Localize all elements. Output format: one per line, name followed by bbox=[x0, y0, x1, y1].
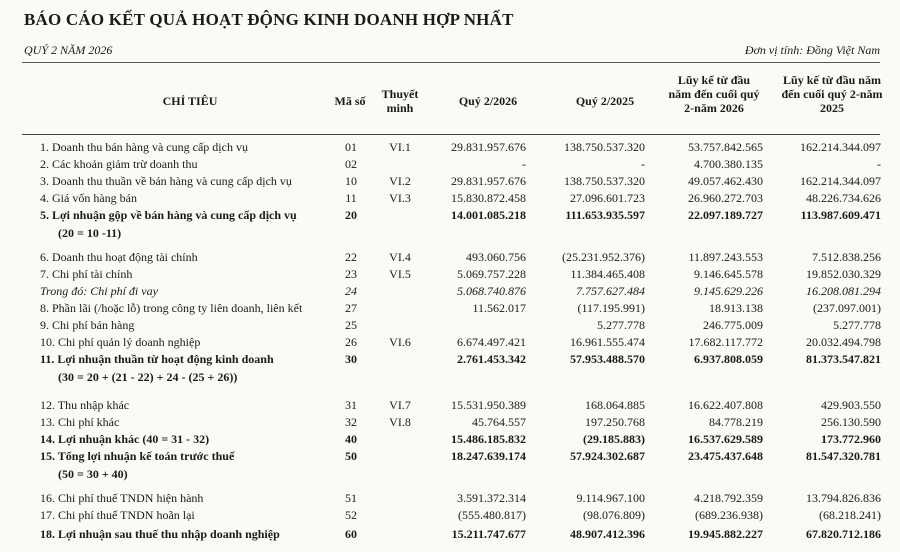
row-value-q2-2025: (98.076.809) bbox=[583, 508, 645, 522]
row-code: 23 bbox=[345, 267, 357, 281]
col-header-note bbox=[370, 87, 430, 115]
header-bottom-rule bbox=[22, 134, 880, 135]
col-header-note-line1: Thuyết bbox=[381, 87, 419, 101]
table-row-formula bbox=[0, 370, 900, 384]
row-value-q2-2026: 5.068.740.876 bbox=[457, 284, 526, 298]
row-value-q2-2025: 9.114.967.100 bbox=[576, 491, 645, 505]
row-note: VI.4 bbox=[389, 250, 411, 264]
row-value-q2-2026: (555.480.817) bbox=[458, 508, 526, 522]
col-header-ytd-2025 bbox=[770, 73, 894, 115]
row-code: 20 bbox=[345, 208, 357, 222]
row-label: Trong đó: Chi phí đi vay bbox=[40, 284, 158, 298]
row-value-q2-2026: 15.830.872.458 bbox=[451, 191, 526, 205]
row-value-q2-2026: 6.674.497.421 bbox=[457, 335, 526, 349]
row-label: 6. Doanh thu hoạt động tài chính bbox=[40, 250, 198, 264]
row-code: 10 bbox=[345, 174, 357, 188]
row-value-ytd-2025: 256.130.590 bbox=[821, 415, 881, 429]
table-row-formula bbox=[0, 226, 900, 240]
row-note: VI.8 bbox=[389, 415, 411, 429]
table-row bbox=[0, 208, 900, 222]
table-row bbox=[0, 491, 900, 505]
row-code: 26 bbox=[345, 335, 357, 349]
row-value-q2-2026: 11.562.017 bbox=[472, 301, 526, 315]
row-label: 12. Thu nhập khác bbox=[40, 398, 130, 412]
row-label: 4. Giá vốn hàng bán bbox=[40, 191, 137, 205]
row-value-ytd-2026: 246.775.009 bbox=[703, 318, 763, 332]
row-code: 02 bbox=[345, 157, 357, 171]
row-value-q2-2025: 168.064.885 bbox=[585, 398, 645, 412]
row-value-ytd-2026: 84.778.219 bbox=[709, 415, 763, 429]
col-header-ytd-2025-line2: đến cuối quý 2-năm bbox=[781, 87, 883, 101]
row-value-q2-2026: 3.591.372.314 bbox=[457, 491, 526, 505]
row-label: 1. Doanh thu bán hàng và cung cấp dịch vụ bbox=[40, 140, 248, 154]
col-header-note-line2: minh bbox=[386, 101, 414, 115]
table-row bbox=[0, 527, 900, 541]
row-code: 60 bbox=[345, 527, 357, 541]
row-formula: (20 = 10 -11) bbox=[58, 226, 122, 240]
row-value-ytd-2026: 11.897.243.553 bbox=[688, 250, 763, 264]
table-row bbox=[0, 352, 900, 366]
row-value-ytd-2025: (237.097.001) bbox=[813, 301, 881, 315]
col-header-q2-2026: Quý 2/2026 bbox=[458, 94, 518, 108]
row-value-ytd-2026: 18.913.138 bbox=[709, 301, 763, 315]
row-value-ytd-2025: 7.512.838.256 bbox=[812, 250, 881, 264]
row-value-q2-2025: 197.250.768 bbox=[585, 415, 645, 429]
row-code: 50 bbox=[345, 449, 357, 463]
row-value-q2-2026: - bbox=[522, 157, 526, 171]
row-value-q2-2025: 5.277.778 bbox=[597, 318, 645, 332]
row-label: 7. Chi phí tài chính bbox=[40, 267, 133, 281]
table-row bbox=[0, 250, 900, 264]
row-value-q2-2025: 138.750.537.320 bbox=[564, 174, 645, 188]
row-value-ytd-2025: 162.214.344.097 bbox=[800, 174, 881, 188]
row-value-ytd-2025: 429.903.550 bbox=[821, 398, 881, 412]
row-note: VI.6 bbox=[389, 335, 411, 349]
table-row bbox=[0, 267, 900, 281]
row-value-q2-2025: 7.757.627.484 bbox=[576, 284, 645, 298]
row-value-q2-2025: 48.907.412.396 bbox=[570, 527, 645, 541]
row-value-q2-2025: 111.653.935.597 bbox=[565, 208, 645, 222]
row-note: VI.2 bbox=[389, 174, 411, 188]
row-value-ytd-2025: 173.772.960 bbox=[821, 432, 881, 446]
row-label: 15. Tổng lợi nhuận kế toán trước thuế bbox=[40, 449, 235, 463]
table-row bbox=[0, 174, 900, 188]
row-value-ytd-2025: 67.820.712.186 bbox=[806, 527, 881, 541]
row-value-ytd-2026: 9.146.645.578 bbox=[694, 267, 763, 281]
header-top-rule bbox=[22, 62, 880, 63]
row-note: VI.1 bbox=[389, 140, 411, 154]
table-row bbox=[0, 432, 900, 446]
col-header-ytd-2026 bbox=[652, 73, 776, 115]
row-code: 22 bbox=[345, 250, 357, 264]
row-note: VI.7 bbox=[389, 398, 411, 412]
row-code: 01 bbox=[345, 140, 357, 154]
row-value-q2-2026: 18.247.639.174 bbox=[451, 449, 526, 463]
row-value-q2-2025: 138.750.537.320 bbox=[564, 140, 645, 154]
row-label: 2. Các khoản giảm trừ doanh thu bbox=[40, 157, 198, 171]
report-period: QUÝ 2 NĂM 2026 bbox=[24, 43, 113, 57]
row-note: VI.5 bbox=[389, 267, 411, 281]
row-value-q2-2026: 5.069.757.228 bbox=[457, 267, 526, 281]
row-value-q2-2026: 29.831.957.676 bbox=[451, 174, 526, 188]
row-value-ytd-2025: 13.794.826.836 bbox=[806, 491, 881, 505]
col-header-q2-2025: Quý 2/2025 bbox=[575, 94, 635, 108]
row-label: 10. Chi phí quản lý doanh nghiệp bbox=[40, 335, 201, 349]
row-value-ytd-2026: 6.937.808.059 bbox=[694, 352, 763, 366]
row-value-ytd-2025: 81.547.320.781 bbox=[806, 449, 881, 463]
row-value-q2-2025: 11.384.465.408 bbox=[570, 267, 645, 281]
row-value-q2-2026: 14.001.085.218 bbox=[451, 208, 526, 222]
row-code: 52 bbox=[345, 508, 357, 522]
row-value-ytd-2026: 53.757.842.565 bbox=[688, 140, 763, 154]
row-value-q2-2025: (29.185.883) bbox=[583, 432, 645, 446]
row-value-ytd-2026: 16.537.629.589 bbox=[688, 432, 763, 446]
row-value-ytd-2025: 162.214.344.097 bbox=[800, 140, 881, 154]
row-value-q2-2025: 27.096.601.723 bbox=[570, 191, 645, 205]
col-header-ytd-2025-line3: 2025 bbox=[820, 101, 844, 115]
row-value-q2-2026: 45.764.557 bbox=[472, 415, 526, 429]
table-row bbox=[0, 301, 900, 315]
row-value-ytd-2026: 23.475.437.648 bbox=[688, 449, 763, 463]
row-value-ytd-2025: 20.032.494.798 bbox=[806, 335, 881, 349]
row-value-q2-2026: 2.761.453.342 bbox=[457, 352, 526, 366]
row-label: 11. Lợi nhuận thuần từ hoạt động kinh doanh bbox=[40, 352, 274, 366]
col-header-indicator: CHỈ TIÊU bbox=[162, 94, 218, 108]
row-code: 27 bbox=[345, 301, 357, 315]
row-label: 9. Chi phí bán hàng bbox=[40, 318, 135, 332]
row-value-ytd-2026: 17.682.117.772 bbox=[688, 335, 763, 349]
table-row-formula bbox=[0, 467, 900, 481]
row-value-ytd-2025: 81.373.547.821 bbox=[806, 352, 881, 366]
row-value-ytd-2026: (689.236.938) bbox=[695, 508, 763, 522]
table-row bbox=[0, 398, 900, 412]
table-row bbox=[0, 157, 900, 171]
row-value-ytd-2025: 113.987.609.471 bbox=[800, 208, 881, 222]
row-value-ytd-2026: 49.057.462.430 bbox=[688, 174, 763, 188]
row-label: 18. Lợi nhuận sau thuế thu nhập doanh nghiệp bbox=[40, 527, 280, 541]
row-label: 17. Chi phí thuế TNDN hoãn lại bbox=[40, 508, 195, 522]
table-row bbox=[0, 140, 900, 154]
table-row bbox=[0, 508, 900, 522]
row-code: 40 bbox=[345, 432, 357, 446]
row-note: VI.3 bbox=[389, 191, 411, 205]
row-value-q2-2025: 57.924.302.687 bbox=[570, 449, 645, 463]
row-label: 16. Chi phí thuế TNDN hiện hành bbox=[40, 491, 204, 505]
row-value-ytd-2026: 4.218.792.359 bbox=[694, 491, 763, 505]
row-code: 25 bbox=[345, 318, 357, 332]
row-label: 8. Phần lãi (/hoặc lỗ) trong công ty liên doanh, liên kết bbox=[40, 301, 303, 315]
row-code: 11 bbox=[345, 191, 357, 205]
row-formula: (50 = 30 + 40) bbox=[58, 467, 128, 481]
col-header-code: Mã số bbox=[334, 94, 366, 108]
row-value-q2-2026: 15.211.747.677 bbox=[451, 527, 526, 541]
row-value-ytd-2026: 22.097.189.727 bbox=[688, 208, 763, 222]
row-value-ytd-2026: 16.622.407.808 bbox=[688, 398, 763, 412]
table-row bbox=[0, 335, 900, 349]
row-value-q2-2025: 57.953.488.570 bbox=[570, 352, 645, 366]
row-value-q2-2026: 493.060.756 bbox=[466, 250, 526, 264]
row-value-q2-2025: 16.961.555.474 bbox=[570, 335, 645, 349]
table-row bbox=[0, 449, 900, 463]
row-code: 32 bbox=[345, 415, 357, 429]
table-row bbox=[0, 318, 900, 332]
report-title: BÁO CÁO KẾT QUẢ HOẠT ĐỘNG KINH DOANH HỢP NHẤT bbox=[24, 10, 514, 29]
row-label: 13. Chi phí khác bbox=[40, 415, 120, 429]
col-header-ytd-2026-line1: Lũy kế từ đầu bbox=[677, 73, 751, 87]
row-code: 24 bbox=[345, 284, 357, 298]
row-value-q2-2026: 15.486.185.832 bbox=[451, 432, 526, 446]
row-value-ytd-2026: 26.960.272.703 bbox=[688, 191, 763, 205]
row-value-ytd-2025: 5.277.778 bbox=[833, 318, 881, 332]
table-row bbox=[0, 284, 900, 298]
row-formula: (30 = 20 + (21 - 22) + 24 - (25 + 26)) bbox=[58, 370, 238, 384]
row-value-ytd-2025: 16.208.081.294 bbox=[806, 284, 881, 298]
row-code: 51 bbox=[345, 491, 357, 505]
table-row bbox=[0, 415, 900, 429]
row-code: 30 bbox=[345, 352, 357, 366]
row-value-ytd-2025: 48.226.734.626 bbox=[806, 191, 881, 205]
row-label: 3. Doanh thu thuần về bán hàng và cung cấp dịch vụ bbox=[40, 174, 292, 188]
row-value-ytd-2026: 9.145.629.226 bbox=[694, 284, 763, 298]
row-code: 31 bbox=[345, 398, 357, 412]
row-value-q2-2025: - bbox=[641, 157, 645, 171]
row-label: 14. Lợi nhuận khác (40 = 31 - 32) bbox=[40, 432, 210, 446]
row-value-q2-2025: (25.231.952.376) bbox=[562, 250, 645, 264]
row-value-q2-2025: (117.195.991) bbox=[577, 301, 645, 315]
row-value-ytd-2025: - bbox=[877, 157, 881, 171]
row-value-q2-2026: 29.831.957.676 bbox=[451, 140, 526, 154]
col-header-ytd-2025-line1: Lũy kế từ đầu năm bbox=[783, 73, 881, 87]
currency-unit: Đơn vị tính: Đồng Việt Nam bbox=[744, 43, 880, 57]
col-header-ytd-2026-line3: 2-năm 2026 bbox=[684, 101, 744, 115]
row-value-ytd-2026: 19.945.882.227 bbox=[688, 527, 763, 541]
row-value-ytd-2025: (68.218.241) bbox=[819, 508, 881, 522]
row-value-ytd-2026: 4.700.380.135 bbox=[694, 157, 763, 171]
row-value-ytd-2025: 19.852.030.329 bbox=[806, 267, 881, 281]
row-value-q2-2026: 15.531.950.389 bbox=[451, 398, 526, 412]
col-header-ytd-2026-line2: năm đến cuối quý bbox=[668, 87, 760, 101]
table-row bbox=[0, 191, 900, 205]
row-label: 5. Lợi nhuận gộp về bán hàng và cung cấp dịch vụ bbox=[40, 208, 297, 222]
